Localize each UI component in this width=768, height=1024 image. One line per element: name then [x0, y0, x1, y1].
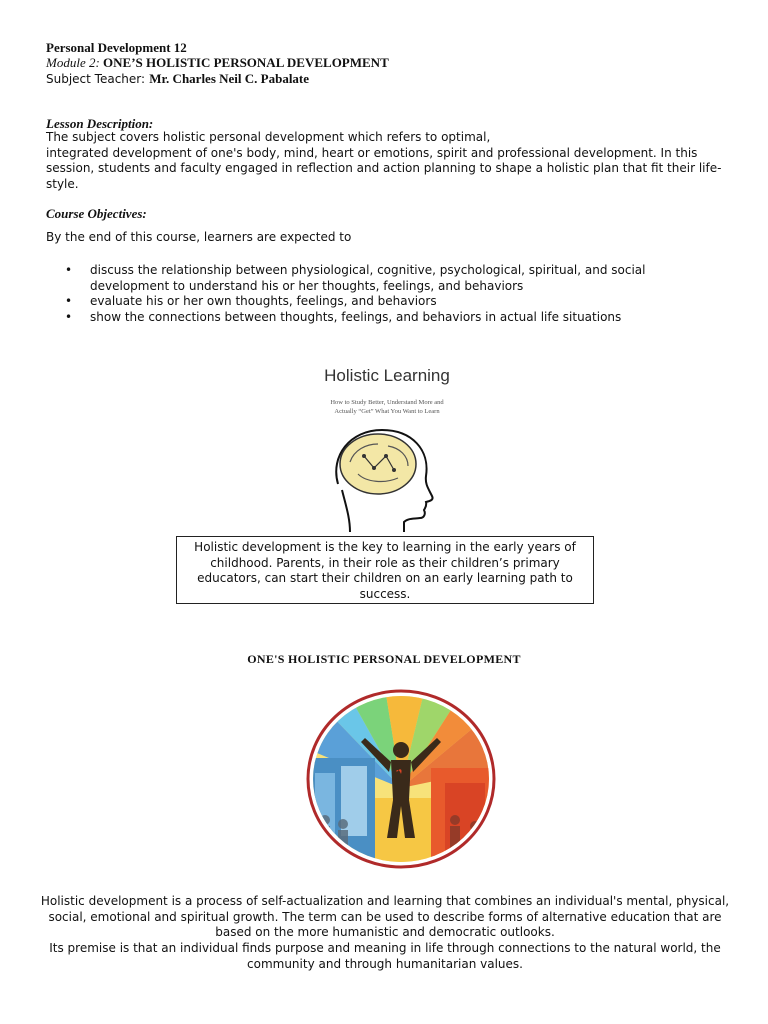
lesson-description [46, 130, 726, 192]
lesson-line-2: integrated development of one's body, mind, heart or emotions, spirit and professional development. In this [46, 145, 698, 160]
course-title: Personal Development 12 [46, 40, 187, 55]
objective-item: • evaluate his or her own thoughts, feelings, and behaviors [46, 294, 686, 310]
lesson-line-3: session, students and faculty engaged in reflection and action planning to shape a holistic plan that fit their life- [46, 161, 722, 175]
head-brain-icon [328, 426, 438, 534]
teacher-prefix: Subject Teacher: [46, 72, 146, 86]
module-line [46, 55, 389, 70]
holistic-learning-title: Holistic Learning [324, 366, 450, 385]
objectives-intro: By the end of this course, learners are expected to [46, 230, 352, 244]
objective-item: • discuss the relationship between physiological, cognitive, psychological, spiritual, and social development to understand his or her thoughts, feelings, and behaviors [46, 263, 686, 294]
closing-paragraph-2: Its premise is that an individual finds purpose and meaning in life through connections to the natural world, the community and through humanitarian values. [49, 941, 721, 971]
lesson-line-4: style. [46, 176, 79, 191]
module-title: ONE’S HOLISTIC PERSONAL DEVELOPMENT [103, 55, 389, 70]
holistic-learning-subtitle [228, 398, 546, 416]
lesson-heading: Lesson Description: [46, 116, 154, 131]
objectives-list [46, 263, 686, 325]
closing-paragraph-1: Holistic development is a process of self-actualization and learning that combines an individual's mental, physical, social, emotional and spiritual growth. The term can be used to describe forms of alternative education that are based on the more humanistic and democratic outlooks. [40, 894, 730, 939]
objectives-heading: Course Objectives: [46, 206, 147, 221]
module-prefix: Module 2: [46, 55, 100, 70]
teacher-name: Mr. Charles Neil C. Pabalate [149, 71, 310, 86]
section-heading: ONE'S HOLISTIC PERSONAL DEVELOPMENT [247, 652, 521, 666]
lesson-line-1: The subject covers holistic personal development which refers to optimal, [46, 130, 491, 144]
teacher-line [46, 71, 309, 87]
caption-box: Holistic development is the key to learning in the early years of childhood. Parents, in their role as their children’s primary educators, can start their children on an early learning path to success. [176, 536, 594, 604]
holistic-learning-image [228, 346, 546, 536]
subtitle-line-2: Actually “Get” What You Want to Learn [334, 408, 440, 415]
objective-item: • show the connections between thoughts, feelings, and behaviors in actual life situations [46, 310, 686, 326]
holistic-development-illustration [305, 688, 497, 870]
subtitle-line-1: How to Study Better, Understand More and [330, 399, 444, 406]
